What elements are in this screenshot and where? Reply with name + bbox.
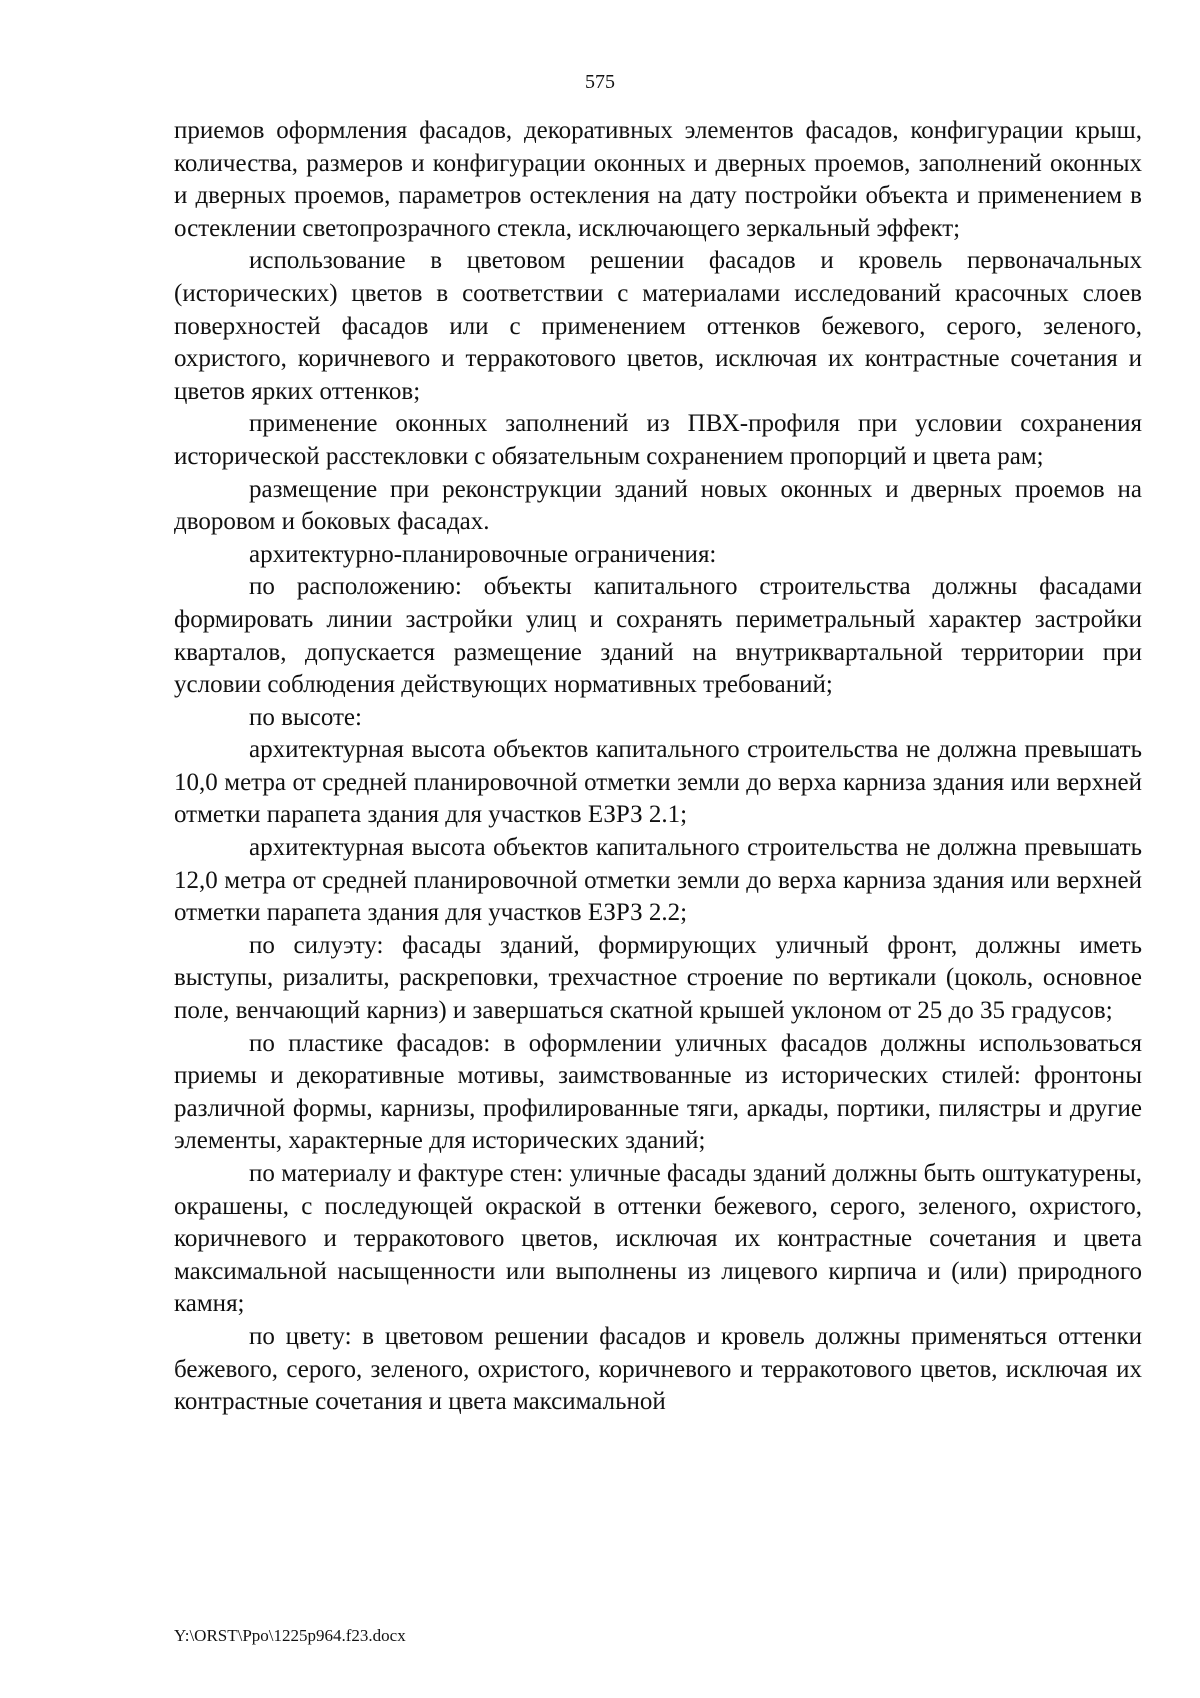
paragraph: по расположению: объекты капитального строительства должны фасадами формировать линии застройки улиц и сохранять периметральный характер застройки кварталов, допускается размещение зданий на внутриквартальной территории при условии соблюдения действующих нормативных требований; bbox=[174, 573, 1142, 699]
paragraph: по силуэту: фасады зданий, формирующих уличный фронт, должны иметь выступы, ризалиты, раскреповки, трехчастное строение по вертикали (цоколь, основное поле, венчающий карниз) и завершаться скатной крышей уклоном от 25 до 35 градусов; bbox=[174, 931, 1142, 1025]
paragraph: по материалу и фактуре стен: уличные фасады зданий должны быть оштукатурены, окрашены, с последующей окраской в оттенки бежевого, серого, зеленого, охристого, коричневого и терракотового цветов, исключая их контрастные сочетания и цвета максимальной насыщенности или выполнены из лицевого кирпича и (или) природного камня; bbox=[174, 1160, 1142, 1318]
paragraph: по высоте: bbox=[249, 703, 362, 731]
paragraph: архитектурная высота объектов капитального строительства не должна превышать 10,0 метра от средней планировочной отметки земли до верха карниза здания или верхней отметки парапета здания для участков ЕЗРЗ 2.1; bbox=[174, 736, 1142, 829]
body-text bbox=[174, 115, 1142, 1419]
paragraph: по цвету: в цветовом решении фасадов и кровель должны применяться оттенки бежевого, серого, зеленого, охристого, коричневого и терракотового цветов, исключая их контрастные сочетания и цвета максимальной bbox=[174, 1322, 1142, 1416]
paragraph: архитектурно-планировочные ограничения: bbox=[249, 540, 717, 568]
page-number: 575 bbox=[585, 71, 615, 93]
paragraph: размещение при реконструкции зданий новых оконных и дверных проемов на дворовом и боковых фасадах. bbox=[174, 475, 1142, 536]
paragraph: приемов оформления фасадов, декоративных элементов фасадов, конфигурации крыш, количества, размеров и конфигурации оконных и дверных проемов, заполнений оконных и дверных проемов, параметров остекления на дату постройки объекта и применением в остеклении светопрозрачного стекла, исключающего зеркальный эффект; bbox=[174, 117, 1142, 242]
paragraph: архитектурная высота объектов капитального строительства не должна превышать 12,0 метра от средней планировочной отметки земли до верха карниза здания или верхней отметки парапета здания для участков ЕЗРЗ 2.2; bbox=[174, 834, 1142, 927]
paragraph: применение оконных заполнений из ПВХ-профиля при условии сохранения исторической расстекловки с обязательным сохранением пропорций и цвета рам; bbox=[174, 410, 1142, 470]
footer-file-path: Y:\ORST\Ppo\1225p964.f23.docx bbox=[174, 1626, 406, 1645]
paragraph: использование в цветовом решении фасадов и кровель первоначальных (исторических) цветов в соответствии с материалами исследований красочных слоев поверхностей фасадов или с применением оттенков бежевого, серого, зеленого, охристого, коричневого и терракотового цветов, исключая их контрастные сочетания и цветов ярких оттенков; bbox=[174, 247, 1142, 405]
paragraph: по пластике фасадов: в оформлении уличных фасадов должны использоваться приемы и декоративные мотивы, заимствованные из исторических стилей: фронтоны различной формы, карнизы, профилированные тяги, аркады, портики, пилястры и другие элементы, характерные для исторических зданий; bbox=[174, 1029, 1142, 1155]
